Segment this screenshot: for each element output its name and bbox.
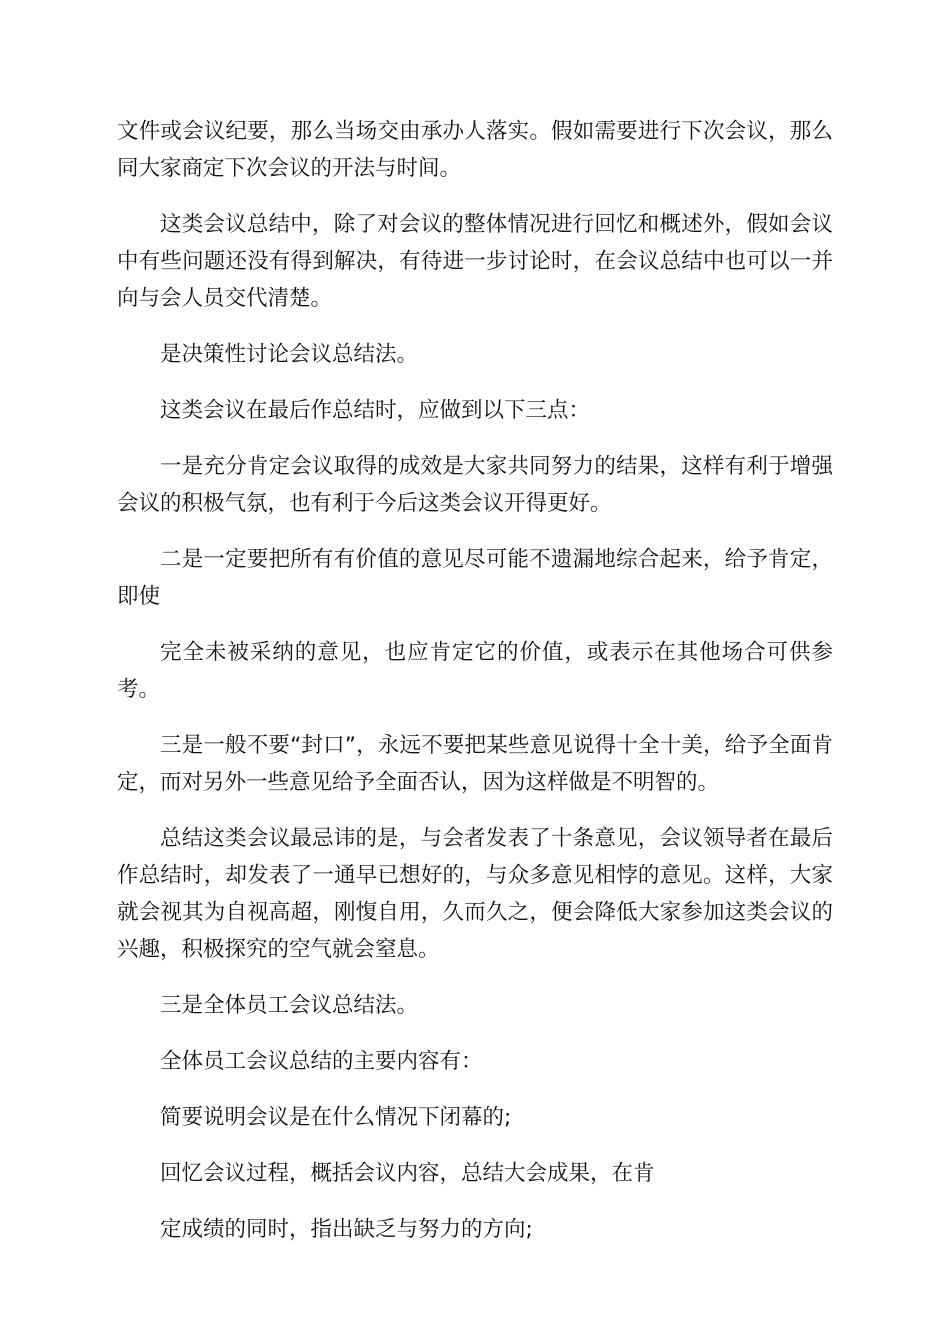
paragraph-12: 简要说明会议是在什么情况下闭幕的; xyxy=(160,1105,512,1130)
paragraph-4: 这类会议在最后作总结时，应做到以下三点： xyxy=(160,398,591,423)
paragraph-2: 这类会议总结中，除了对会议的整体情况进行回忆和概述外，假如会议中有些问题还没有得到解决，有待进一步讨论时，在会议总结中也可以一并向与会人员交代清楚。 xyxy=(117,212,833,311)
paragraph-14: 定成绩的同时，指出缺乏与努力的方向; xyxy=(160,1217,533,1242)
paragraph-6: 二是一定要把所有有价值的意见尽可能不遗漏地综合起来，给予肯定，即使 xyxy=(117,547,833,609)
paragraph-10: 三是全体员工会议总结法。 xyxy=(160,993,419,1018)
document-page xyxy=(117,113,833,1267)
paragraph-3: 是决策性讨论会议总结法。 xyxy=(160,342,419,367)
paragraph-13: 回忆会议过程，概括会议内容，总结大会成果，在肯 xyxy=(160,1161,655,1186)
paragraph-11: 全体员工会议总结的主要内容有： xyxy=(160,1049,483,1074)
paragraph-9: 总结这类会议最忌讳的是，与会者发表了十条意见，会议领导者在最后作总结时，却发表了一通早已想好的，与众多意见相悖的意见。这样，大家就会视其为自视高超，刚愎自用，久而久之，便会降低大家参加这类会议的兴趣，积极探究的空气就会窒息。 xyxy=(117,826,833,962)
paragraph-5: 一是充分肯定会议取得的成效是大家共同努力的结果，这样有利于增强会议的积极气氛，也有利于今后这类会议开得更好。 xyxy=(117,454,833,516)
paragraph-8: 三是一般不要“封口”，永远不要把某些意见说得十全十美，给予全面肯定，而对另外一些意见给予全面否认，因为这样做是不明智的。 xyxy=(117,733,833,795)
paragraph-7: 完全未被采纳的意见，也应肯定它的价值，或表示在其他场合可供参考。 xyxy=(117,640,833,702)
paragraph-1: 文件或会议纪要，那么当场交由承办人落实。假如需要进行下次会议，那么同大家商定下次会议的开法与时间。 xyxy=(117,119,833,181)
